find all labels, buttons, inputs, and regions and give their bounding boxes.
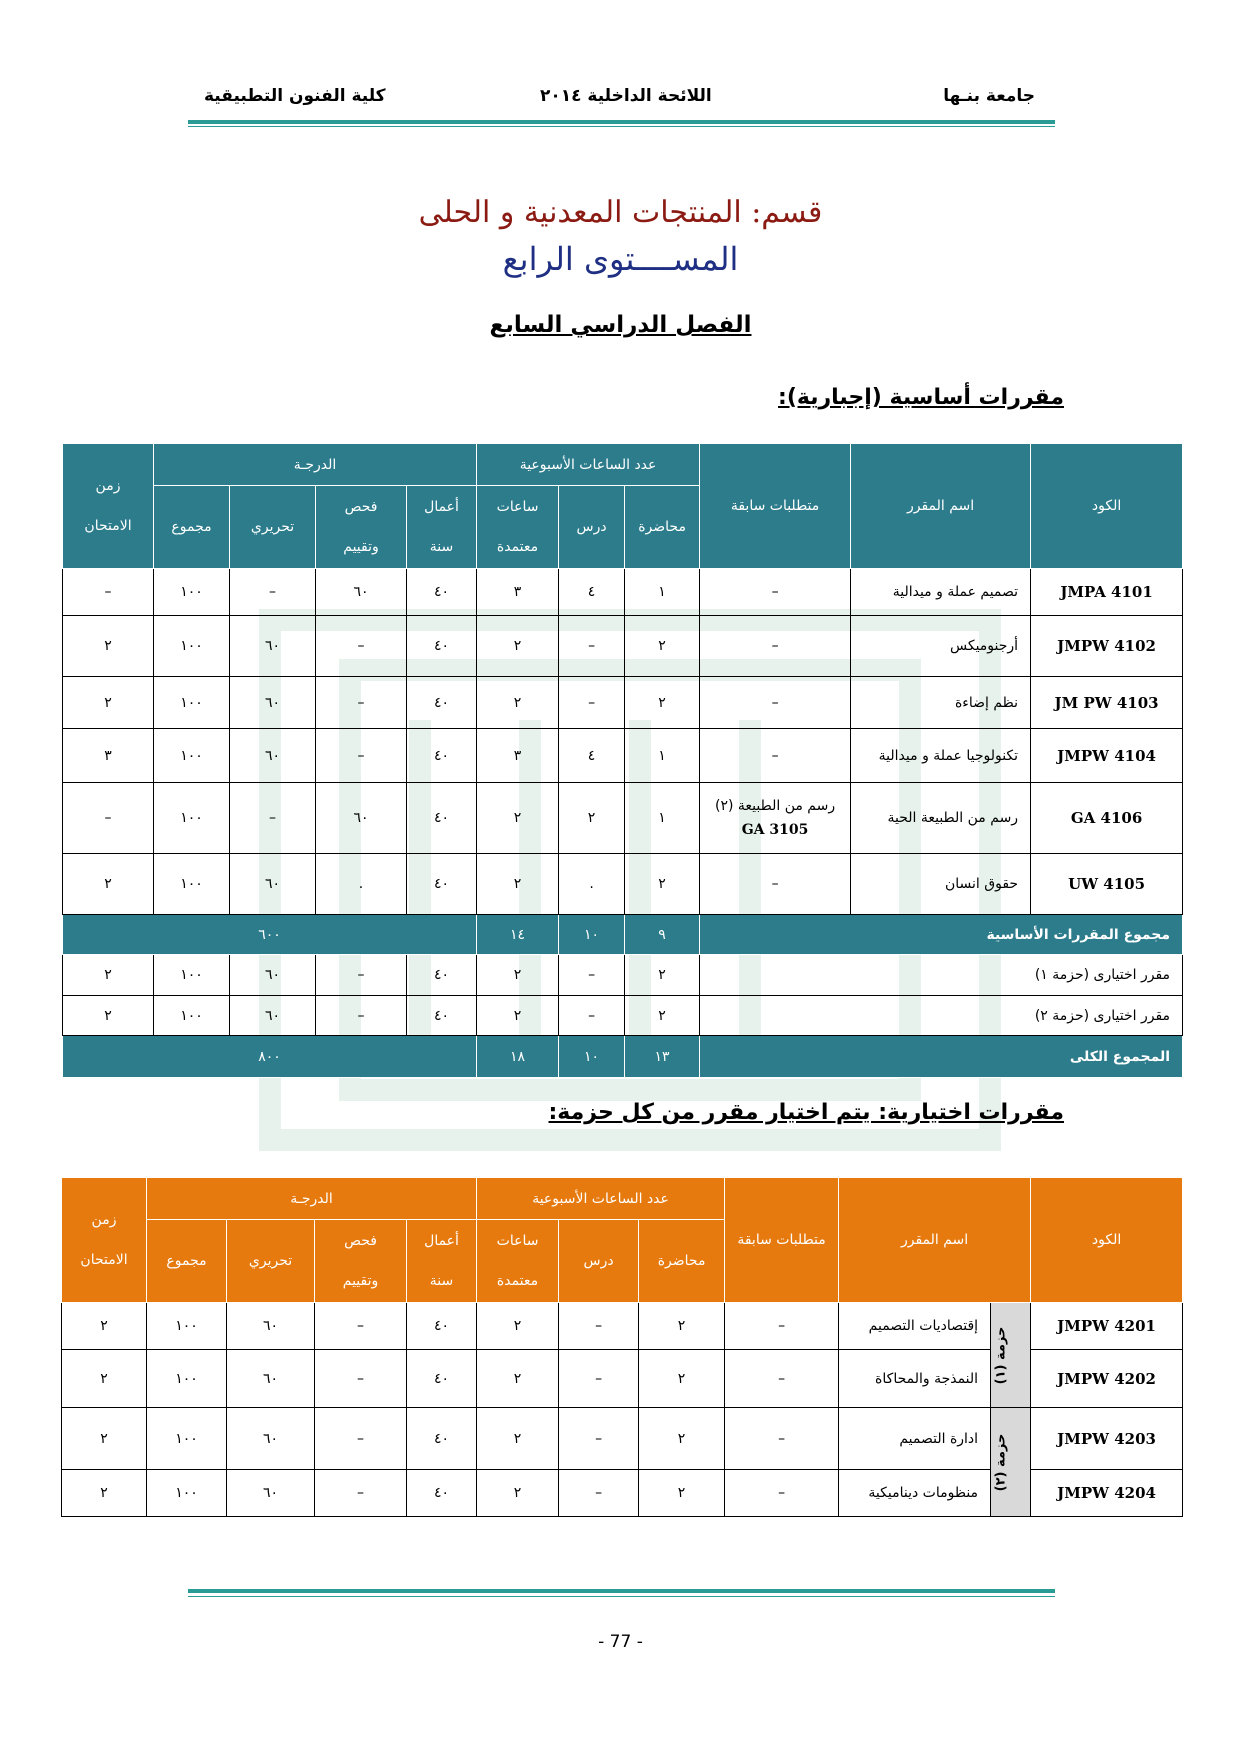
prereq: –	[700, 569, 851, 616]
prereq: –	[725, 1470, 839, 1517]
total: ١٠٠	[154, 854, 230, 915]
table-row	[63, 616, 1183, 677]
course-code: JMPW 4102	[1031, 616, 1183, 677]
credit: ٢	[477, 1470, 559, 1517]
course-name: تصميم عملة و ميدالية	[851, 569, 1031, 616]
grand-total-credit: ١٨	[477, 1036, 559, 1078]
exam-eval: –	[316, 996, 407, 1036]
written: ٦٠	[227, 1350, 315, 1408]
header-university: جامعة بنـها	[943, 86, 1035, 106]
basic-total-row	[63, 915, 1183, 955]
col-lecture: محاضرة	[639, 1220, 725, 1303]
credit: ٢	[477, 854, 559, 915]
basic-total-grade: ٦٠٠	[63, 915, 477, 955]
col-lesson: درس	[559, 1220, 639, 1303]
elective-slot-name: مقرر اختيارى (حزمة ٢)	[700, 996, 1183, 1036]
total: ١٠٠	[147, 1303, 227, 1350]
lesson: –	[559, 1470, 639, 1517]
col-course: اسم المقرر	[851, 444, 1031, 569]
col-weekly-hours: عدد الساعات الأسبوعية	[477, 1178, 725, 1220]
credit: ٢	[477, 996, 559, 1036]
exam-eval: ٦٠	[316, 783, 407, 854]
col-grade: الدرجـة	[147, 1178, 477, 1220]
grand-total-row	[63, 1036, 1183, 1078]
level-title: المســــتوى الرابع	[502, 240, 739, 278]
exam-time: ٢	[63, 955, 154, 996]
total: ١٠٠	[154, 616, 230, 677]
written: ٦٠	[230, 616, 316, 677]
prereq: –	[725, 1350, 839, 1408]
exam-eval: –	[316, 616, 407, 677]
prereq: –	[725, 1303, 839, 1350]
exam-eval: –	[316, 729, 407, 783]
credit: ٣	[477, 569, 559, 616]
basic-total-credit: ١٤	[477, 915, 559, 955]
col-credit: ساعات معتمدة	[477, 1220, 559, 1303]
exam-eval: –	[315, 1350, 407, 1408]
total: ١٠٠	[154, 996, 230, 1036]
course-name: منظومات ديناميكية	[839, 1470, 991, 1517]
course-code: JMPW 4204	[1031, 1470, 1183, 1517]
lesson: ٤	[559, 729, 625, 783]
course-code: JMPW 4104	[1031, 729, 1183, 783]
lesson: –	[559, 616, 625, 677]
grand-total-label: المجموع الكلى	[700, 1036, 1183, 1078]
written: ٦٠	[227, 1303, 315, 1350]
course-name: رسم من الطبيعة الحية	[851, 783, 1031, 854]
prereq: رسم من الطبيعة (٢) GA 3105	[700, 783, 851, 854]
col-exam-eval: فحص وتقييم	[315, 1220, 407, 1303]
exam-time: ٢	[63, 854, 154, 915]
lesson: –	[559, 1408, 639, 1470]
col-written: تحريري	[230, 486, 316, 569]
col-year-work: أعمال سنة	[407, 486, 477, 569]
year-work: ٤٠	[407, 677, 477, 729]
basic-total-lecture: ٩	[625, 915, 700, 955]
exam-time: ٢	[63, 616, 154, 677]
course-name: النمذجة والمحاكاة	[839, 1350, 991, 1408]
exam-time: ٢	[62, 1470, 147, 1517]
exam-eval: –	[315, 1303, 407, 1350]
written: –	[230, 783, 316, 854]
basic-total-lesson: ١٠	[559, 915, 625, 955]
col-course: اسم المقرر	[839, 1178, 1031, 1303]
lecture: ١	[625, 569, 700, 616]
course-code: GA 4106	[1031, 783, 1183, 854]
credit: ٢	[477, 616, 559, 677]
lecture: ٢	[625, 677, 700, 729]
year-work: ٤٠	[407, 996, 477, 1036]
credit: ٢	[477, 677, 559, 729]
header-faculty: كلية الفنون التطبيقية	[204, 86, 386, 106]
written: ٦٠	[230, 955, 316, 996]
col-total: مجموع	[154, 486, 230, 569]
lesson: –	[559, 1303, 639, 1350]
total: ١٠٠	[147, 1408, 227, 1470]
col-weekly-hours: عدد الساعات الأسبوعية	[477, 444, 700, 486]
lesson: ٤	[559, 569, 625, 616]
lesson: –	[559, 1350, 639, 1408]
credit: ٢	[477, 1408, 559, 1470]
exam-time: –	[63, 783, 154, 854]
exam-time: ٢	[62, 1350, 147, 1408]
header-rule-thin	[188, 126, 1055, 127]
elective-courses-table	[61, 1177, 1183, 1517]
prereq: –	[700, 729, 851, 783]
course-code: UW 4105	[1031, 854, 1183, 915]
section-elective-title: مقررات اختيارية: يتم اختيار مقرر من كل حزمة:	[548, 1100, 1064, 1125]
package-label: حزمة (١)	[991, 1303, 1031, 1408]
footer-rule-thin	[188, 1596, 1055, 1597]
total: ١٠٠	[154, 783, 230, 854]
table-row	[63, 729, 1183, 783]
lesson: –	[559, 677, 625, 729]
course-code: JMPA 4101	[1031, 569, 1183, 616]
written: ٦٠	[230, 677, 316, 729]
lecture: ١	[625, 783, 700, 854]
lecture: ٢	[625, 854, 700, 915]
prereq: –	[700, 854, 851, 915]
exam-eval: –	[315, 1408, 407, 1470]
col-lesson: درس	[559, 486, 625, 569]
lecture: ٢	[639, 1350, 725, 1408]
year-work: ٤٠	[407, 1470, 477, 1517]
table-row	[63, 569, 1183, 616]
col-code: الكود	[1031, 1178, 1183, 1303]
course-code: JM PW 4103	[1031, 677, 1183, 729]
exam-eval: –	[315, 1470, 407, 1517]
col-prereq: متطلبات سابقة	[725, 1178, 839, 1303]
written: ٦٠	[230, 854, 316, 915]
year-work: ٤٠	[407, 955, 477, 996]
total: ١٠٠	[154, 729, 230, 783]
package-label: حزمة (٢)	[991, 1408, 1031, 1517]
course-code: JMPW 4202	[1031, 1350, 1183, 1408]
lesson: ٢	[559, 783, 625, 854]
grand-total-grade: ٨٠٠	[63, 1036, 477, 1078]
lecture: ٢	[639, 1303, 725, 1350]
table-row	[62, 1303, 1183, 1350]
col-grade: الدرجـة	[154, 444, 477, 486]
semester-title: الفصل الدراسي السابع	[489, 312, 752, 338]
col-prereq: متطلبات سابقة	[700, 444, 851, 569]
year-work: ٤٠	[407, 729, 477, 783]
header-rule	[188, 120, 1055, 124]
table-row	[63, 955, 1183, 996]
lecture: ٢	[625, 955, 700, 996]
exam-eval: –	[316, 677, 407, 729]
lecture: ٢	[639, 1470, 725, 1517]
grand-total-lesson: ١٠	[559, 1036, 625, 1078]
written: ٦٠	[230, 729, 316, 783]
written: ٦٠	[227, 1408, 315, 1470]
course-name: إقتصاديات التصميم	[839, 1303, 991, 1350]
total: ١٠٠	[154, 677, 230, 729]
lesson: –	[559, 955, 625, 996]
exam-time: ٢	[63, 677, 154, 729]
course-code: JMPW 4201	[1031, 1303, 1183, 1350]
basic-total-label: مجموع المقررات الأساسية	[700, 915, 1183, 955]
col-written: تحريري	[227, 1220, 315, 1303]
col-exam-time: زمن الامتحان	[62, 1178, 147, 1303]
course-name: أرجنوميكس	[851, 616, 1031, 677]
col-exam-time: زمن الامتحان	[63, 444, 154, 569]
prereq: –	[700, 677, 851, 729]
year-work: ٤٠	[407, 569, 477, 616]
col-total: مجموع	[147, 1220, 227, 1303]
col-exam-eval: فحص وتقييم	[316, 486, 407, 569]
col-year-work: أعمال سنة	[407, 1220, 477, 1303]
exam-eval: –	[316, 955, 407, 996]
year-work: ٤٠	[407, 783, 477, 854]
course-name: نظم إضاءة	[851, 677, 1031, 729]
total: ١٠٠	[147, 1350, 227, 1408]
exam-time: ٣	[63, 729, 154, 783]
year-work: ٤٠	[407, 1408, 477, 1470]
col-code: الكود	[1031, 444, 1183, 569]
year-work: ٤٠	[407, 1303, 477, 1350]
written: ٦٠	[230, 996, 316, 1036]
credit: ٢	[477, 1303, 559, 1350]
total: ١٠٠	[147, 1470, 227, 1517]
exam-eval: .	[316, 854, 407, 915]
lecture: ٢	[625, 996, 700, 1036]
department-title: قسم: المنتجات المعدنية و الحلى	[418, 195, 823, 230]
credit: ٢	[477, 955, 559, 996]
written: ٦٠	[227, 1470, 315, 1517]
course-name: ادارة التصميم	[839, 1408, 991, 1470]
lecture: ١	[625, 729, 700, 783]
lecture: ٢	[625, 616, 700, 677]
course-name: تكنولوجيا عملة و ميدالية	[851, 729, 1031, 783]
year-work: ٤٠	[407, 854, 477, 915]
exam-time: ٢	[62, 1303, 147, 1350]
exam-eval: ٦٠	[316, 569, 407, 616]
page-number: - 77 -	[598, 1632, 643, 1652]
total: ١٠٠	[154, 955, 230, 996]
lecture: ٢	[639, 1408, 725, 1470]
col-lecture: محاضرة	[625, 486, 700, 569]
elective-slot-name: مقرر اختيارى (حزمة ١)	[700, 955, 1183, 996]
table-row	[63, 783, 1183, 854]
year-work: ٤٠	[407, 616, 477, 677]
mandatory-courses-table	[62, 443, 1183, 1078]
col-credit: ساعات معتمدة	[477, 486, 559, 569]
year-work: ٤٠	[407, 1350, 477, 1408]
lesson: –	[559, 996, 625, 1036]
credit: ٣	[477, 729, 559, 783]
credit: ٢	[477, 1350, 559, 1408]
course-name: حقوق انسان	[851, 854, 1031, 915]
total: ١٠٠	[154, 569, 230, 616]
header-regulation: اللائحة الداخلية ٢٠١٤	[540, 86, 712, 106]
credit: ٢	[477, 783, 559, 854]
lesson: .	[559, 854, 625, 915]
table-row	[63, 996, 1183, 1036]
footer-rule	[188, 1589, 1055, 1593]
exam-time: ٢	[63, 996, 154, 1036]
table-row	[62, 1408, 1183, 1470]
course-code: JMPW 4203	[1031, 1408, 1183, 1470]
exam-time: –	[63, 569, 154, 616]
exam-time: ٢	[62, 1408, 147, 1470]
grand-total-lecture: ١٣	[625, 1036, 700, 1078]
prereq: –	[700, 616, 851, 677]
prereq: –	[725, 1408, 839, 1470]
table-row	[63, 854, 1183, 915]
table-row	[63, 677, 1183, 729]
section-mandatory-title: مقررات أساسية (إجبارية):	[778, 385, 1064, 410]
written: –	[230, 569, 316, 616]
